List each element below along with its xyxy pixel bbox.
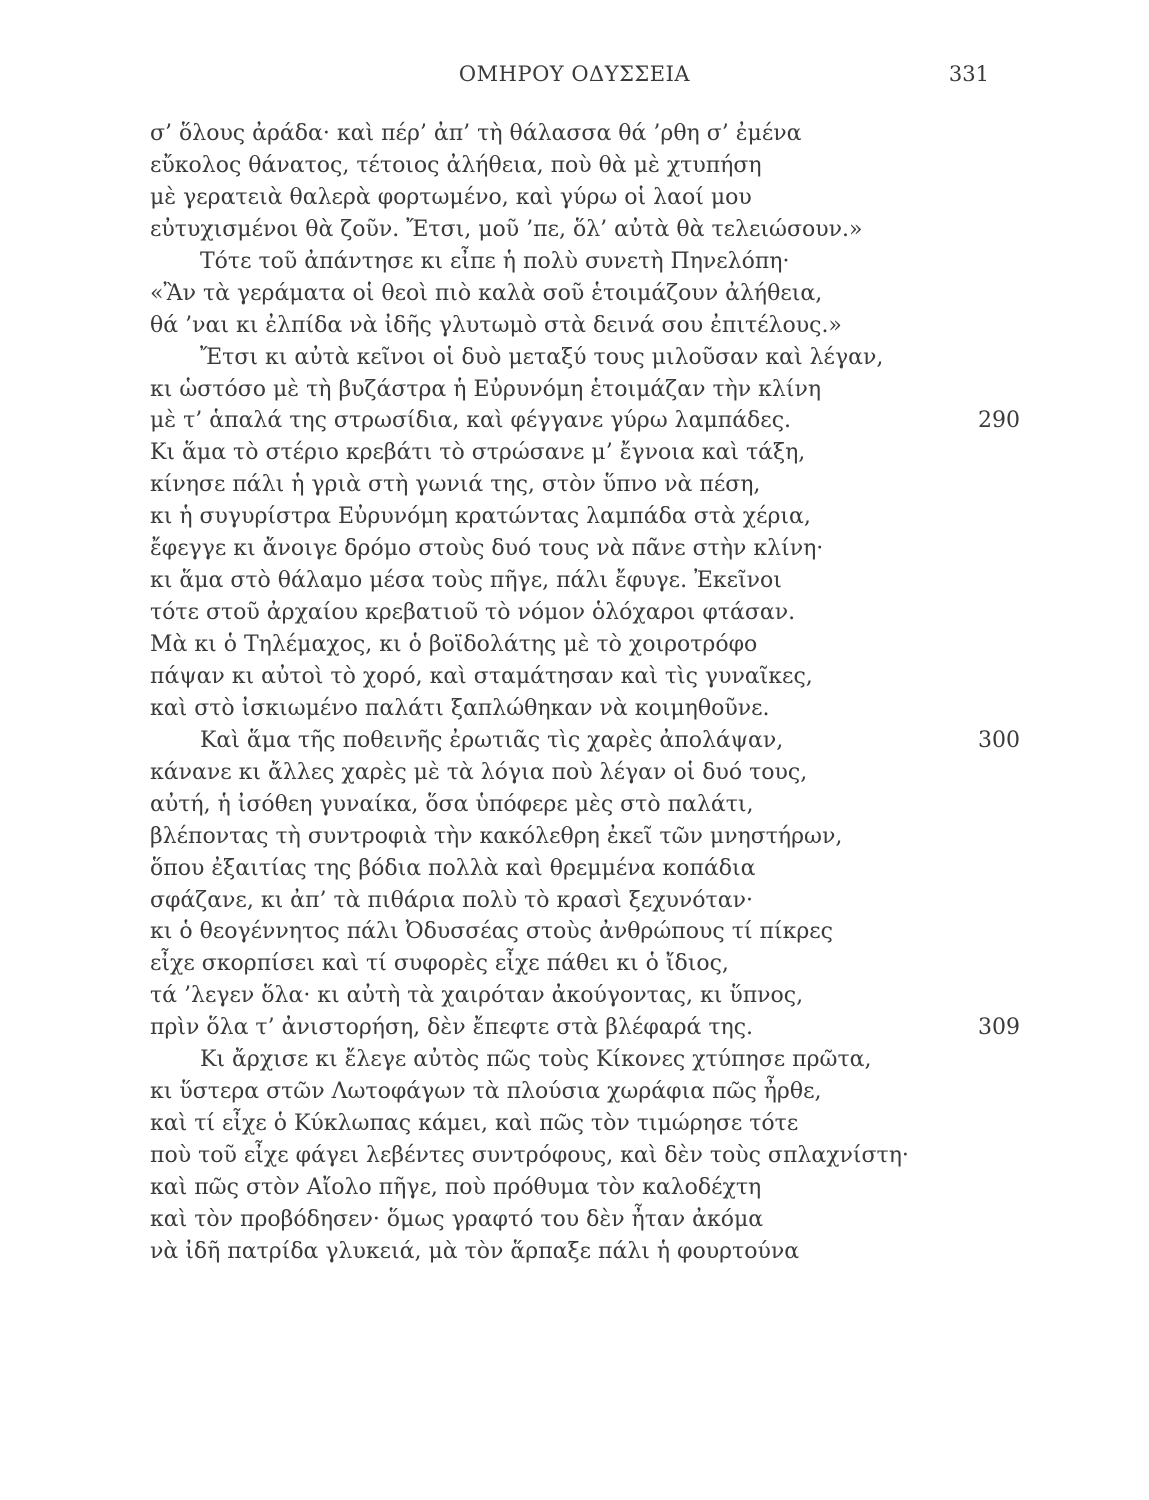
verse-line <box>150 885 1020 917</box>
verse-line <box>150 693 1020 725</box>
verse-text: τότε στοῦ ἀρχαίου κρεβατιοῦ τὸ νόμον ὁλόχαροι φτάσαν. <box>150 600 796 626</box>
verse-line <box>150 789 1020 821</box>
verse-line <box>150 1108 1020 1140</box>
verse-text: σ’ ὅλους ἀράδα· καὶ πέρ’ ἀπ’ τὴ θάλασσα θά ’ρθη σ’ ἐμένα <box>150 121 802 146</box>
verse-text: Κι ἄρχισε κι ἔλεγε αὐτὸς πῶς τοὺς Κίκονες χτύπησε πρῶτα, <box>200 1047 872 1073</box>
verse-text: Καὶ ἅμα τῆς ποθεινῆς ἐρωτιᾶς τὶς χαρὲς ἀπολάψαν, <box>200 727 784 753</box>
verse-line <box>150 1140 1020 1172</box>
line-number: 309 <box>978 1015 1020 1041</box>
verse-text: καὶ στὸ ἰσκιωμένο παλάτι ξαπλώθηκαν νὰ κοιμηθοῦνε. <box>150 695 770 721</box>
verse-line <box>150 374 1020 406</box>
verse-text: βλέποντας τὴ συντροφιὰ τὴν κακόλεθρη ἐκεῖ τῶν μνηστήρων, <box>150 823 843 849</box>
verse-line <box>150 916 1020 948</box>
verse-text: κι ἅμα στὸ θάλαμο μέσα τοὺς πῆγε, πάλι ἔφυγε. Ἐκεῖνοι <box>150 568 782 594</box>
verse-line <box>150 1236 1020 1268</box>
verse-line <box>150 725 1020 757</box>
page-header <box>0 62 1149 92</box>
verse-text: κι ἡ συγυρίστρα Εὐρυνόμη κρατώντας λαμπάδα στὰ χέρια, <box>150 504 811 530</box>
verse-text-block <box>150 118 1020 1268</box>
verse-line <box>150 565 1020 597</box>
verse-line <box>150 661 1020 693</box>
verse-text: νὰ ἰδῆ πατρίδα γλυκειά, μὰ τὸν ἅρπαξε πάλι ἡ φουρτούνα <box>150 1238 800 1264</box>
verse-line <box>150 310 1020 342</box>
verse-line <box>150 1012 1020 1044</box>
verse-text: κι ὡστόσο μὲ τὴ βυζάστρα ἡ Εὐρυνόμη ἑτοιμάζαν τὴν κλίνη <box>150 376 822 402</box>
verse-line <box>150 1172 1020 1204</box>
verse-text: Ἔτσι κι αὐτὰ κεῖνοι οἱ δυὸ μεταξύ τους μιλοῦσαν καὶ λέγαν, <box>200 344 884 370</box>
verse-line <box>150 948 1020 980</box>
verse-line <box>150 501 1020 533</box>
verse-line <box>150 757 1020 789</box>
verse-text: κάνανε κι ἄλλες χαρὲς μὲ τὰ λόγια ποὺ λέγαν οἱ δυό τους, <box>150 759 808 785</box>
verse-line <box>150 182 1020 214</box>
verse-line <box>150 118 1020 150</box>
verse-line <box>150 853 1020 885</box>
verse-line <box>150 437 1020 469</box>
verse-text: θά ’ναι κι ἐλπίδα νὰ ἰδῆς γλυτωμὸ στὰ δεινά σου ἐπιτέλους.» <box>150 312 842 338</box>
verse-text: καὶ τὸν προβόδησεν· ὅμως γραφτό του δὲν ἦταν ἀκόμα <box>150 1206 764 1232</box>
verse-line <box>150 214 1020 246</box>
verse-text: ποὺ τοῦ εἶχε φάγει λεβέντες συντρόφους, καὶ δὲν τοὺς σπλαχνίστη· <box>150 1143 909 1168</box>
verse-text: ἔφεγγε κι ἄνοιγε δρόμο στοὺς δυό τους νὰ πᾶνε στὴν κλίνη· <box>150 536 824 562</box>
verse-text: καὶ τί εἶχε ὁ Κύκλωπας κάμει, καὶ πῶς τὸν τιμώρησε τότε <box>150 1111 799 1137</box>
verse-line <box>150 469 1020 501</box>
verse-text: αὐτή, ἡ ἰσόθεη γυναίκα, ὅσα ὑπόφερε μὲς στὸ παλάτι, <box>150 791 754 817</box>
verse-text: Μὰ κι ὁ Τηλέμαχος, κι ὁ βοϊδολάτης μὲ τὸ χοιροτρόφο <box>150 632 758 657</box>
verse-text: καὶ πῶς στὸν Αἴολο πῆγε, ποὺ πρόθυμα τὸν καλοδέχτη <box>150 1174 762 1200</box>
verse-text: Τότε τοῦ ἀπάντησε κι εἶπε ἡ πολὺ συνετὴ Πηνελόπη· <box>200 248 790 274</box>
verse-line <box>150 246 1020 278</box>
verse-text: εὔκολος θάνατος, τέτοιος ἀλήθεια, ποὺ θὰ μὲ χτυπήση <box>150 152 762 178</box>
verse-line <box>150 1044 1020 1076</box>
page-number: 331 <box>948 62 989 86</box>
verse-text: πρὶν ὅλα τ’ ἀνιστορήση, δὲν ἔπεφτε στὰ βλέφαρά της. <box>150 1015 754 1041</box>
verse-text: κίνησε πάλι ἡ γριὰ στὴ γωνιά της, στὸν ὕπνο νὰ πέση, <box>150 472 761 498</box>
verse-text: πάψαν κι αὐτοὶ τὸ χορό, καὶ σταμάτησαν καὶ τὶς γυναῖκες, <box>150 663 813 689</box>
verse-line <box>150 980 1020 1012</box>
verse-text: σφάζανε, κι ἀπ’ τὰ πιθάρια πολὺ τὸ κρασὶ ξεχυνόταν· <box>150 887 753 913</box>
verse-line <box>150 1204 1020 1236</box>
line-number: 300 <box>978 727 1020 753</box>
verse-text: ὅπου ἐξαιτίας της βόδια πολλὰ καὶ θρεμμένα κοπάδια <box>150 855 756 881</box>
line-number: 290 <box>978 408 1020 434</box>
verse-text: Κι ἅμα τὸ στέριο κρεβάτι τὸ στρώσανε μ’ ἔγνοια καὶ τάξη, <box>150 440 806 466</box>
verse-text: μὲ τ’ ἁπαλά της στρωσίδια, καὶ φέγγανε γύρω λαμπάδες. <box>150 408 792 434</box>
verse-line <box>150 1076 1020 1108</box>
verse-text: εὐτυχισμένοι θὰ ζοῦν. Ἔτσι, μοῦ ’πε, ὅλ’ αὐτὰ θὰ τελειώσουν.» <box>150 216 863 242</box>
verse-line <box>150 629 1020 661</box>
verse-line <box>150 278 1020 310</box>
verse-line <box>150 597 1020 629</box>
verse-line <box>150 533 1020 565</box>
verse-line <box>150 405 1020 437</box>
verse-text: κι ὕστερα στῶν Λωτοφάγων τὰ πλούσια χωράφια πῶς ἦρθε, <box>150 1079 822 1105</box>
verse-text: τά ’λεγεν ὅλα· κι αὐτὴ τὰ χαιρόταν ἀκούγοντας, κι ὕπνος, <box>150 983 804 1009</box>
verse-text: «Ἂν τὰ γεράματα οἱ θεοὶ πιὸ καλὰ σοῦ ἑτοιμάζουν ἀλήθεια, <box>150 280 823 306</box>
verse-line <box>150 150 1020 182</box>
running-title: ΟΜΗΡΟΥ ΟΔΥΣΣΕΙΑ <box>458 62 691 86</box>
verse-line <box>150 821 1020 853</box>
verse-text: κι ὁ θεογέννητος πάλι Ὀδυσσέας στοὺς ἀνθρώπους τί πίκρες <box>150 919 833 945</box>
verse-text: εἶχε σκορπίσει καὶ τί συφορὲς εἶχε πάθει κι ὁ ἴδιος, <box>150 951 729 977</box>
verse-line <box>150 342 1020 374</box>
verse-text: μὲ γερατειὰ θαλερὰ φορτωμένο, καὶ γύρω οἱ λαοί μου <box>150 184 752 210</box>
